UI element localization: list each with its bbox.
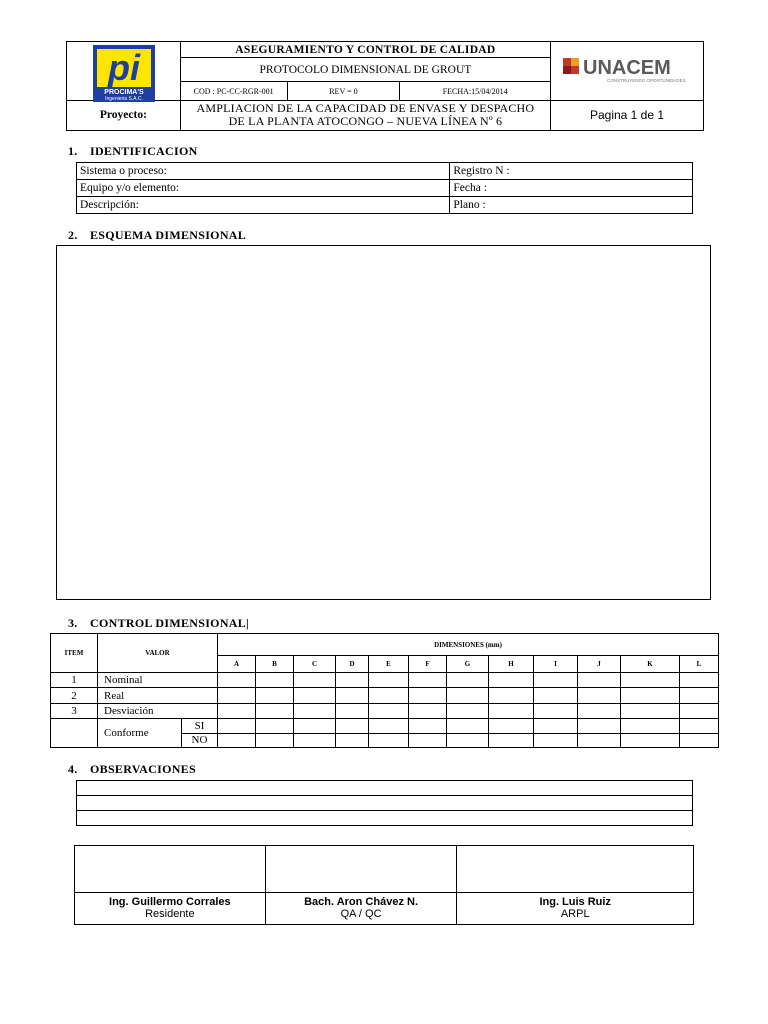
- value-label: Desviación: [98, 703, 218, 718]
- signer-role: ARPL: [560, 908, 590, 921]
- section-observaciones-heading: [68, 762, 196, 777]
- section-title: IDENTIFICACION: [90, 144, 198, 158]
- dimension-cell[interactable]: [578, 673, 621, 688]
- dimension-col-header: E: [369, 656, 409, 673]
- dimension-col-header: A: [218, 656, 256, 673]
- table-row: [51, 688, 719, 703]
- dimension-cell[interactable]: [218, 673, 256, 688]
- conforme-label: Conforme: [98, 718, 182, 747]
- dimension-col-header: H: [489, 656, 534, 673]
- dimension-cell[interactable]: [621, 673, 680, 688]
- dimension-cell[interactable]: [534, 688, 578, 703]
- section-title: ESQUEMA DIMENSIONAL: [90, 228, 247, 242]
- dimension-cell[interactable]: [534, 733, 578, 747]
- section-number: 2.: [68, 228, 78, 242]
- description-field[interactable]: Descripción:: [77, 197, 450, 214]
- dimension-cell[interactable]: [294, 733, 336, 747]
- document-code: COD : PC-CC-RGR-001: [180, 82, 287, 100]
- svg-text:Ingenieria S.A.C.: Ingenieria S.A.C.: [105, 96, 143, 102]
- dimension-cell[interactable]: [336, 673, 369, 688]
- dimensiones-header: DIMENSIONES (mm): [218, 634, 719, 656]
- dimension-cell[interactable]: [489, 718, 534, 733]
- procimas-logo: [93, 45, 155, 102]
- dimension-cell[interactable]: [409, 718, 447, 733]
- dimension-cell[interactable]: [369, 718, 409, 733]
- dimension-cell[interactable]: [256, 703, 294, 718]
- dimension-cell[interactable]: [294, 703, 336, 718]
- dimension-cell[interactable]: [680, 688, 719, 703]
- signer-residente: [75, 892, 266, 924]
- signer-qaqc: [265, 892, 457, 924]
- dimension-col-header: B: [256, 656, 294, 673]
- dimension-cell[interactable]: [218, 688, 256, 703]
- dimension-cell[interactable]: [218, 718, 256, 733]
- signer-role: QA / QC: [340, 908, 382, 921]
- revision: REV = 0: [287, 82, 400, 100]
- section-esquema-heading: [68, 228, 246, 243]
- dimension-cell[interactable]: [489, 673, 534, 688]
- dimension-cell[interactable]: [369, 688, 409, 703]
- signatures-table: [74, 845, 694, 925]
- dimension-cell[interactable]: [447, 673, 489, 688]
- dimension-cell[interactable]: [621, 718, 680, 733]
- dimension-cell[interactable]: [621, 688, 680, 703]
- dimension-cell[interactable]: [578, 718, 621, 733]
- dimension-cell[interactable]: [489, 733, 534, 747]
- observation-line[interactable]: [77, 796, 693, 811]
- dimension-cell[interactable]: [294, 673, 336, 688]
- dimension-cell[interactable]: [578, 688, 621, 703]
- value-label: Nominal: [98, 673, 218, 688]
- dimension-cell[interactable]: [447, 718, 489, 733]
- observation-line[interactable]: [77, 781, 693, 796]
- conforme-no-label: NO: [182, 733, 218, 747]
- project-name-line1: AMPLIACION DE LA CAPACIDAD DE ENVASE Y DESPACHO: [196, 101, 535, 116]
- dimension-cell[interactable]: [336, 718, 369, 733]
- dimension-col-header: D: [336, 656, 369, 673]
- observations-table: [76, 780, 693, 826]
- section-control-heading: [68, 616, 249, 631]
- dimension-col-header: C: [294, 656, 336, 673]
- document-title: ASEGURAMIENTO Y CONTROL DE CALIDAD: [180, 42, 550, 58]
- table-row: [51, 703, 719, 718]
- svg-text:pi: pi: [108, 47, 140, 88]
- document-header: [66, 41, 704, 131]
- dimension-cell[interactable]: [447, 688, 489, 703]
- section-number: 3.: [68, 616, 78, 630]
- item-number: 2: [51, 688, 98, 703]
- dimension-cell[interactable]: [534, 673, 578, 688]
- dimension-col-header: J: [578, 656, 621, 673]
- dimension-cell[interactable]: [294, 688, 336, 703]
- project-name: [180, 100, 550, 130]
- project-name-line2: DE LA PLANTA ATOCONGO – NUEVA LÍNEA Nº 6: [228, 114, 503, 129]
- dimension-cell[interactable]: [621, 703, 680, 718]
- document-date: FECHA:15/04/2014: [400, 82, 551, 100]
- dimension-cell[interactable]: [680, 703, 719, 718]
- dimension-cell[interactable]: [621, 733, 680, 747]
- svg-text:CONSTRUYENDO OPORTUNIDADES: CONSTRUYENDO OPORTUNIDADES: [607, 78, 686, 84]
- dimension-cell[interactable]: [578, 733, 621, 747]
- dimension-cell[interactable]: [447, 733, 489, 747]
- dimension-cell[interactable]: [256, 733, 294, 747]
- dimension-cell[interactable]: [534, 718, 578, 733]
- dimension-col-header: K: [621, 656, 680, 673]
- dimension-cell[interactable]: [256, 688, 294, 703]
- dimension-cell[interactable]: [680, 673, 719, 688]
- dimension-cell[interactable]: [409, 703, 447, 718]
- signer-name: Ing. Luis Ruiz: [539, 896, 611, 909]
- dimension-cell[interactable]: [256, 718, 294, 733]
- signature-box-arpl[interactable]: [457, 846, 694, 893]
- dimension-cell[interactable]: [409, 688, 447, 703]
- signer-name: Bach. Aron Chávez N.: [304, 896, 419, 909]
- equipment-field[interactable]: Equipo y/o elemento:: [77, 180, 450, 197]
- fecha-field[interactable]: Fecha :: [450, 180, 693, 197]
- observation-line[interactable]: [77, 811, 693, 826]
- dimension-col-header: L: [680, 656, 719, 673]
- registro-field[interactable]: Registro N :: [450, 163, 693, 180]
- item-header: ITEM: [51, 634, 98, 673]
- dimension-cell[interactable]: [336, 688, 369, 703]
- dimensional-sketch-area[interactable]: [56, 245, 711, 600]
- dimension-cell[interactable]: [534, 703, 578, 718]
- dimension-cell[interactable]: [680, 733, 719, 747]
- dimension-cell[interactable]: [294, 718, 336, 733]
- unacem-logo-cell: [551, 42, 704, 101]
- dimension-col-header: F: [409, 656, 447, 673]
- signer-arpl: [457, 892, 694, 924]
- section-number: 1.: [68, 144, 78, 158]
- dimension-cell[interactable]: [336, 733, 369, 747]
- dimension-cell[interactable]: [489, 703, 534, 718]
- item-number: 1: [51, 673, 98, 688]
- dimensional-control-table: [50, 633, 719, 748]
- identification-table: [76, 162, 693, 214]
- dimension-cell[interactable]: [256, 673, 294, 688]
- section-number: 4.: [68, 762, 78, 776]
- svg-text:PROCIMA'S: PROCIMA'S: [104, 89, 144, 96]
- dimension-cell[interactable]: [489, 688, 534, 703]
- value-label: Real: [98, 688, 218, 703]
- dimension-cell[interactable]: [336, 703, 369, 718]
- dimension-cell[interactable]: [218, 733, 256, 747]
- dimension-cell[interactable]: [369, 733, 409, 747]
- dimension-cell[interactable]: [218, 703, 256, 718]
- dimension-cell[interactable]: [578, 703, 621, 718]
- signature-box-residente[interactable]: [75, 846, 266, 893]
- dimension-cell[interactable]: [369, 673, 409, 688]
- table-row: [51, 673, 719, 688]
- page-number: Pagina 1 de 1: [551, 100, 704, 130]
- protocol-title: PROTOCOLO DIMENSIONAL DE GROUT: [180, 58, 550, 82]
- dimension-col-header: G: [447, 656, 489, 673]
- dimension-col-header: I: [534, 656, 578, 673]
- section-title: OBSERVACIONES: [90, 762, 196, 776]
- dimension-cell[interactable]: [680, 718, 719, 733]
- dimension-cell[interactable]: [409, 733, 447, 747]
- signature-box-qaqc[interactable]: [265, 846, 457, 893]
- conforme-item-cell: [51, 718, 98, 747]
- company-logo-cell: [67, 42, 181, 101]
- signer-role: Residente: [145, 908, 195, 921]
- section-identificacion-heading: [68, 144, 198, 159]
- project-label: Proyecto:: [67, 100, 181, 130]
- dimension-cell[interactable]: [409, 673, 447, 688]
- section-title: CONTROL DIMENSIONAL|: [90, 616, 249, 630]
- dimension-cell[interactable]: [369, 703, 409, 718]
- conforme-si-label: SI: [182, 718, 218, 733]
- system-field[interactable]: Sistema o proceso:: [77, 163, 450, 180]
- item-number: 3: [51, 703, 98, 718]
- signer-name: Ing. Guillermo Corrales: [109, 896, 231, 909]
- plano-field[interactable]: Plano :: [450, 197, 693, 214]
- dimension-cell[interactable]: [447, 703, 489, 718]
- valor-header: VALOR: [98, 634, 218, 673]
- svg-text:UNACEM: UNACEM: [583, 57, 671, 80]
- unacem-logo: [561, 51, 693, 85]
